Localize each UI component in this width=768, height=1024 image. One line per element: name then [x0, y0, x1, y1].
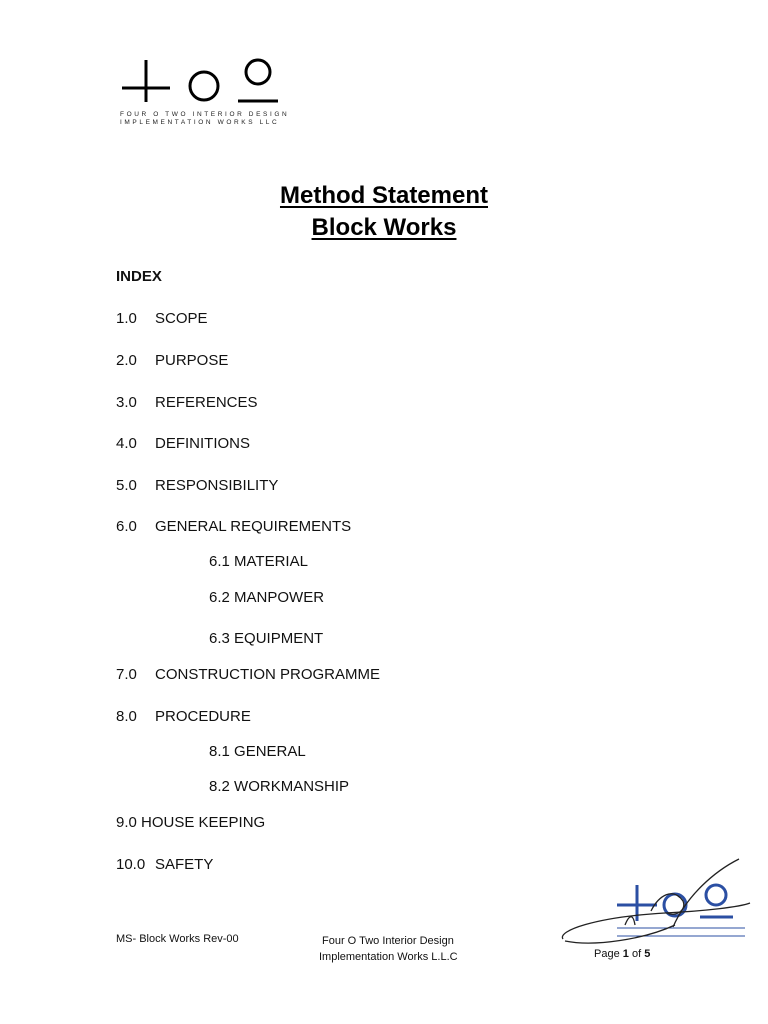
toc-subitem: 8.1 GENERAL	[209, 743, 306, 760]
toc-item: 6.0 GENERAL REQUIREMENTS	[116, 518, 352, 535]
toc-item: 4.0 DEFINITIONS	[116, 435, 251, 452]
title-line-1: Method Statement	[279, 182, 488, 209]
page-number: Page 1 of 5	[594, 948, 651, 960]
toc-item: 1.0 SCOPE	[116, 310, 208, 327]
toc-item: 9.0 HOUSE KEEPING	[116, 814, 266, 831]
toc-item: 10.0 SAFETY	[116, 856, 214, 873]
logo-company-name: FOUR O TWO INTERIOR DESIGN IMPLEMENTATION WORKS LLC	[120, 111, 290, 126]
footer-doc-ref: MS- Block Works Rev-00	[116, 933, 239, 945]
toc-subitem: 6.2 MANPOWER	[209, 589, 325, 606]
footer-company: Four O Two Interior Design Implementation Works L.L.C	[319, 935, 458, 963]
company-logo	[120, 56, 290, 127]
toc-item: 7.0 CONSTRUCTION PROGRAMME	[116, 666, 380, 683]
toc-item: 2.0 PURPOSE	[116, 352, 229, 369]
signature-stamp-icon	[555, 855, 755, 950]
toc-item: 8.0 PROCEDURE	[116, 708, 251, 725]
toc-subitem: 6.3 EQUIPMENT	[209, 630, 324, 647]
document-title	[0, 180, 768, 244]
toc-subitem: 6.1 MATERIAL	[209, 553, 308, 570]
title-line-2: Block Works	[311, 214, 457, 241]
index-heading: INDEX	[116, 268, 162, 285]
logo-mark-icon	[120, 56, 280, 108]
toc-item: 5.0 RESPONSIBILITY	[116, 477, 279, 494]
toc-subitem: 8.2 WORKMANSHIP	[209, 778, 350, 795]
signature-stamp	[555, 855, 755, 950]
toc-item: 3.0 REFERENCES	[116, 394, 258, 411]
